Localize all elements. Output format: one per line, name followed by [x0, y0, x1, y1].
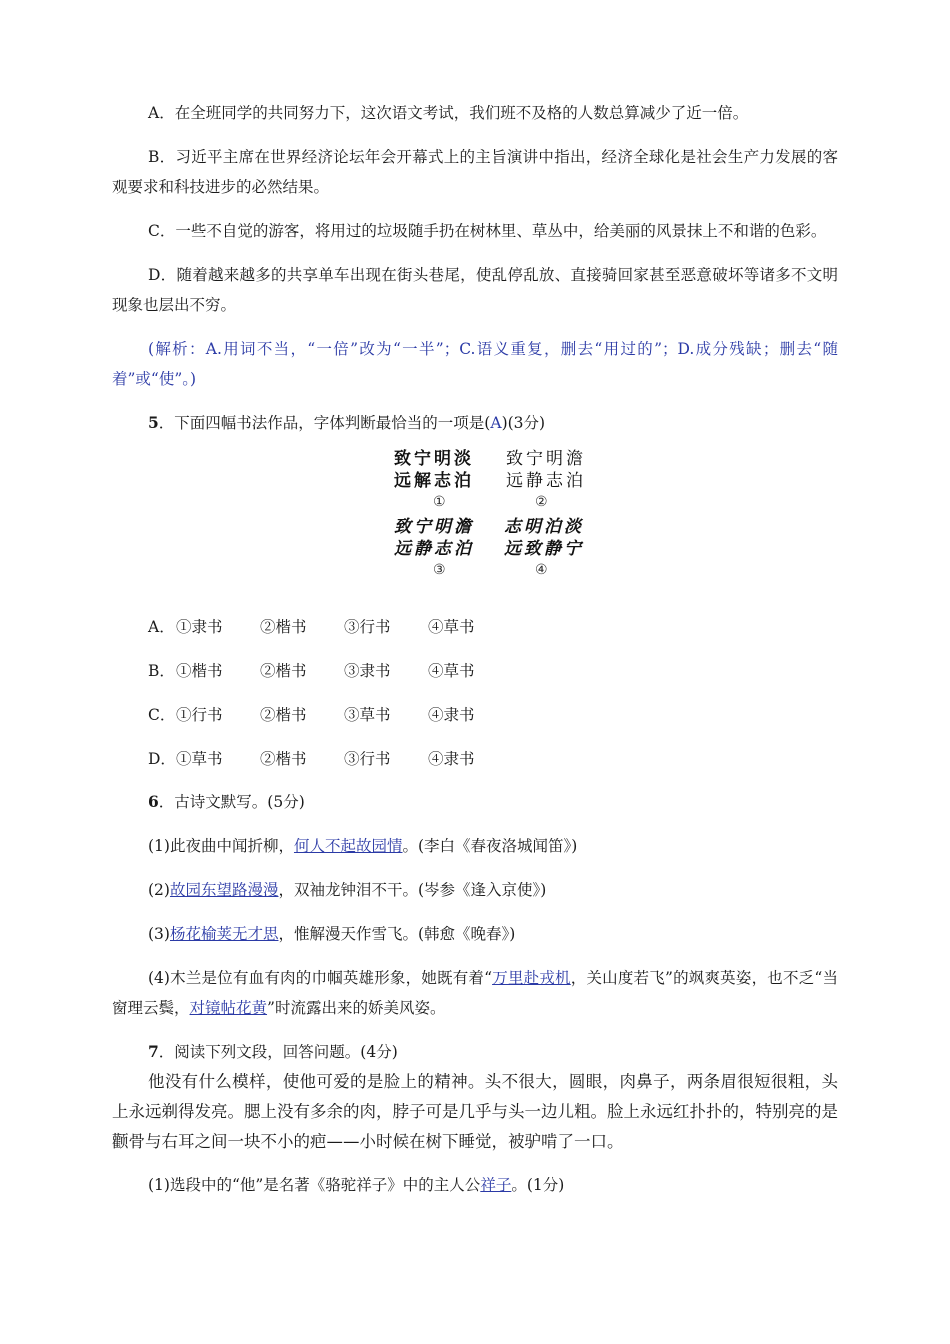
- question-5: [112, 408, 838, 438]
- q5-answer: A: [490, 414, 502, 432]
- calligraphy-figure: [112, 448, 838, 598]
- q7-sub-1: (1)选段中的“他”是名著《骆驼祥子》中的主人公祥子。(1分): [148, 1176, 565, 1194]
- calligraphy-3-line1: 致宁明澹: [394, 517, 474, 537]
- calligraphy-4: [504, 516, 584, 560]
- q6-answer-2: 故园东望路漫漫: [169, 881, 279, 899]
- q6-line-2: (2)故园东望路漫漫，双袖龙钟泪不干。(岑参《逢入京使》): [148, 881, 547, 899]
- calligraphy-2-line2: 远静志泊: [506, 471, 586, 491]
- q7-answer-1: 祥子: [480, 1176, 512, 1194]
- q5-text-before: ．下面四幅书法作品，字体判断最恰当的一项是(: [158, 414, 491, 432]
- question-7: [112, 1037, 838, 1067]
- calligraphy-2-line1: 致宁明澹: [506, 449, 586, 469]
- q7-passage: 他没有什么模样，使他可爱的是脸上的精神。头不很大，圆眼，肉鼻子，两条眉很短很粗，头上永远剃得发亮。腮上没有多余的肉，脖子可是几乎与头一边儿粗。脸上永远红扑扑的，特别亮的是颧骨与右耳之间一块不小的疤——小时候在树下睡觉，被驴啃了一口。: [112, 1072, 838, 1151]
- q5-choice-b: B．①楷书 ②楷书 ③隶书 ④草书: [148, 662, 475, 680]
- q5-number: 5: [148, 413, 159, 432]
- q5-choice-a: A．①隶书 ②楷书 ③行书 ④草书: [148, 618, 475, 636]
- q6-answer-4a: 万里赴戎机: [492, 969, 571, 987]
- option-b: B．习近平主席在世界经济论坛年会开幕式上的主旨演讲中指出，经济全球化是社会生产力发展的客观要求和科技进步的必然结果。: [112, 148, 838, 196]
- q6-title: ．古诗文默写。(5分): [158, 793, 305, 811]
- q6-line-4: (4)木兰是位有血有肉的巾帼英雄形象，她既有着“万里赴戎机，关山度若飞”的飒爽英姿，也不乏“当窗理云鬓，对镜帖花黄”时流露出来的娇美风姿。: [112, 969, 838, 1017]
- q6-line-1: (1)此夜曲中闻折柳，何人不起故园情。(李白《春夜洛城闻笛》): [148, 837, 578, 855]
- question-6: [112, 787, 838, 817]
- q7-number: 7: [148, 1042, 159, 1061]
- calligraphy-3: [394, 516, 474, 560]
- calligraphy-1-line1: 致宁明淡: [394, 449, 474, 469]
- option-c: C．一些不自觉的游客，将用过的垃圾随手扔在树林里、草丛中，给美丽的风景抹上不和谐的色彩。: [148, 222, 827, 240]
- q6-answer-4b: 对镜帖花黄: [189, 999, 268, 1017]
- q5-choice-d: D．①草书 ②楷书 ③行书 ④隶书: [148, 750, 475, 768]
- q6-answer-1: 何人不起故园情: [293, 837, 403, 855]
- analysis-q4: (解析：A.用词不当，“一倍”改为“一半”；C.语义重复，删去“用过的”；D.成分残缺；删去“随着”或“使”。): [112, 340, 838, 388]
- calligraphy-3-line2: 远静志泊: [394, 539, 474, 559]
- calligraphy-4-line1: 志明泊淡: [504, 517, 584, 537]
- q6-answer-3: 杨花榆荚无才思: [169, 925, 279, 943]
- q5-text-after: )(3分): [501, 414, 546, 432]
- exam-page: [112, 98, 838, 1200]
- q6-number: 6: [148, 792, 159, 811]
- calligraphy-1: [394, 448, 474, 492]
- q5-choice-c: C．①行书 ②楷书 ③草书 ④隶书: [148, 706, 475, 724]
- calligraphy-2-label: ②: [535, 494, 548, 510]
- calligraphy-4-label: ④: [535, 562, 548, 578]
- calligraphy-2: [506, 448, 586, 492]
- option-a: A．在全班同学的共同努力下，这次语文考试，我们班不及格的人数总算减少了近一倍。: [148, 104, 749, 122]
- calligraphy-3-label: ③: [433, 562, 446, 578]
- calligraphy-4-line2: 远致静宁: [504, 539, 584, 559]
- q7-title: ．阅读下列文段，回答问题。(4分): [158, 1043, 398, 1061]
- option-d: D．随着越来越多的共享单车出现在街头巷尾，使乱停乱放、直接骑回家甚至恶意破坏等诸多不文明现象也层出不穷。: [112, 266, 838, 314]
- q6-line-3: (3)杨花榆荚无才思，惟解漫天作雪飞。(韩愈《晚春》): [148, 925, 516, 943]
- calligraphy-1-label: ①: [433, 494, 446, 510]
- calligraphy-1-line2: 远解志泊: [394, 471, 474, 491]
